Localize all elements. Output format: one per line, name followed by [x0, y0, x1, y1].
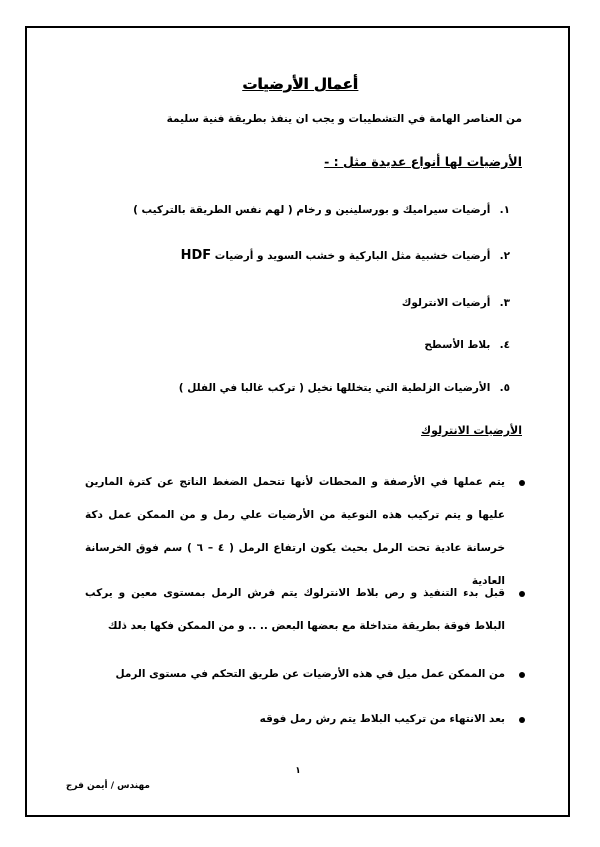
- bullet-dot: [519, 672, 525, 678]
- list-item-number: ٥.: [499, 382, 510, 394]
- list-item-text: أرضيات سيراميك و بورسلينين و رخام ( لهم نفس الطريقة بالتركيب ): [133, 204, 491, 216]
- bullet-dot: [519, 480, 525, 486]
- list-item: [402, 297, 510, 309]
- list-item: [133, 204, 510, 216]
- page-title: أعمال الأرضيات: [242, 75, 358, 93]
- author-name: مهندس / أيمن فرج: [65, 781, 150, 791]
- page-number: ١: [295, 766, 301, 776]
- bullet-text: بعد الانتهاء من تركيب البلاط يتم رش رمل فوقه: [259, 713, 505, 725]
- hdf-label: HDF: [180, 248, 212, 263]
- list-item-text: أرضيات الانترلوك: [401, 297, 491, 309]
- types-heading: الأرضيات لها أنواع عديدة مثل : -: [324, 154, 522, 169]
- list-item-text: الأرضيات الزلطية التي يتخللها نخيل ( تركب غالبا في الفلل ): [178, 382, 491, 394]
- list-item-text: أرضيات خشبية مثل الباركية و خشب السويد و أرضيات: [214, 250, 491, 262]
- bullet-text: قبل بدء التنفيذ و رص بلاط الانترلوك يتم فرش الرمل بمستوى معين و يركب البلاط فوقة بطريقة متداخلة مع بعضها البعض .. .. و من الممكن فكها بعد ذلك: [85, 587, 505, 632]
- bullet-dot: [519, 717, 525, 723]
- bullet-item: [85, 703, 525, 736]
- list-item: [181, 248, 510, 263]
- bullet-item: [85, 658, 525, 691]
- list-item-number: ٤.: [499, 339, 510, 351]
- bullet-dot: [519, 591, 525, 597]
- page-border: [25, 26, 570, 817]
- interlock-heading: الأرضيات الانترلوك: [421, 424, 522, 437]
- list-item-number: ٢.: [499, 250, 510, 262]
- bullet-item: [85, 577, 525, 643]
- list-item-number: ٣.: [499, 297, 510, 309]
- bullet-text: يتم عملها في الأرصفة و المحطات لأنها تتحمل الضغط الناتج عن كترة المارين عليها و يتم تركيب هذه النوعية من الأرضيات علي رمل و من الممكن عمل دكة خرسانة عادية تحت الرمل بحيث يكون ارتفاع الرمل ( ٤ – ٦ ) سم فوق الخرسانة العادية: [85, 476, 506, 587]
- list-item-number: ١.: [499, 204, 510, 216]
- list-item: [424, 339, 510, 351]
- bullet-text: من الممكن عمل ميل في هذه الأرضيات عن طريق التحكم في مستوى الرمل: [115, 668, 505, 680]
- intro-paragraph: من العناصر الهامة في التشطيبات و يجب ان ينفذ بطريقة فنية سليمة: [166, 113, 522, 125]
- list-item-text: بلاط الأسطح: [424, 339, 491, 351]
- list-item: [179, 382, 510, 394]
